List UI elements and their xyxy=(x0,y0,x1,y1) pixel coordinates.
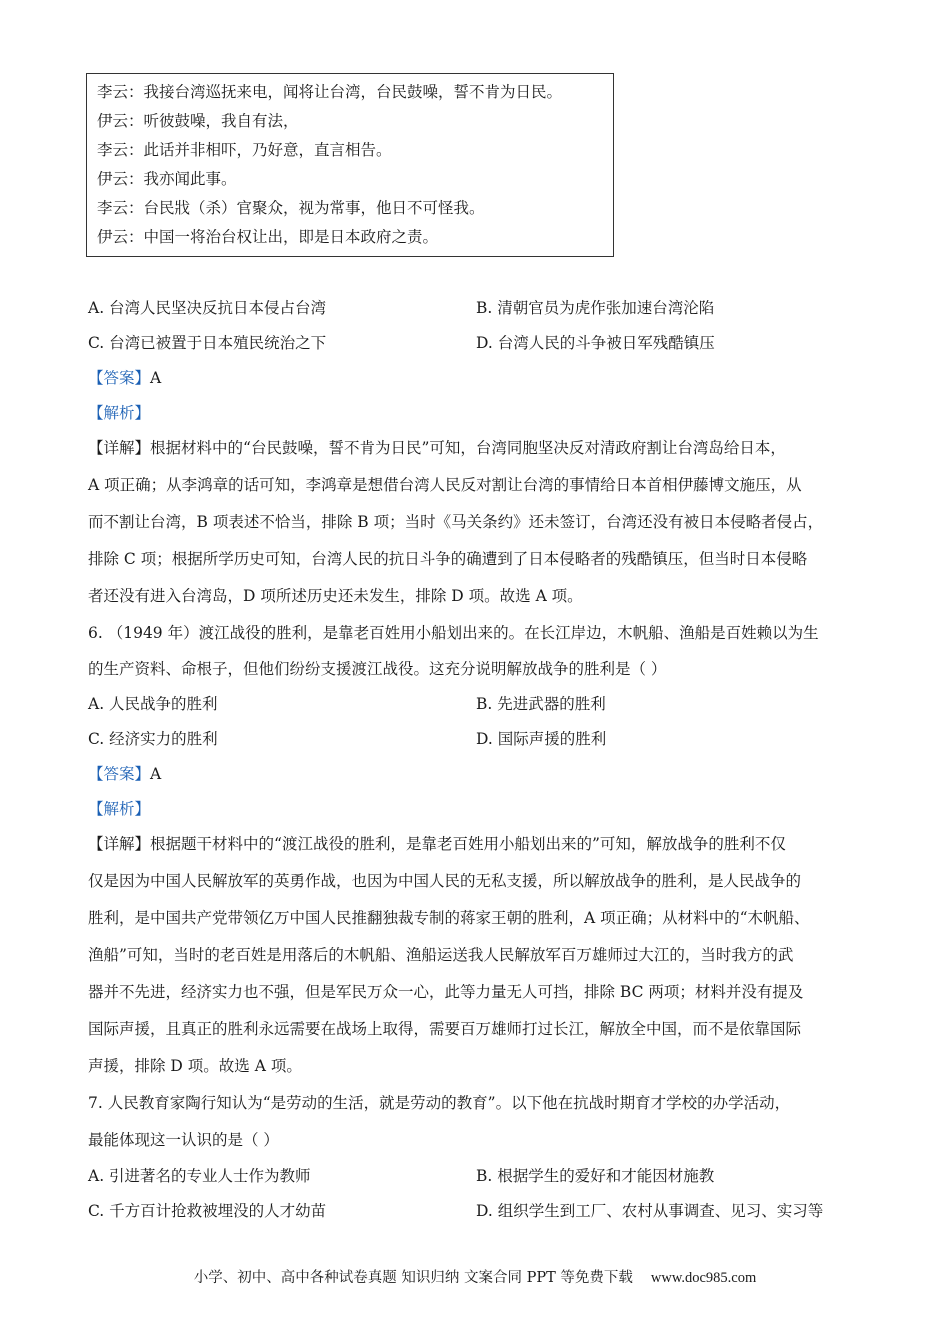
q7-stem-line: 7. 人民教育家陶行知认为“是劳动的生活，就是劳动的教育”。以下他在抗战时期育才学校的办学活动， xyxy=(88,1094,791,1112)
q7-option-c: C. 千方百计抢救被埋没的人才幼苗 xyxy=(88,1202,327,1220)
analysis-tag: 【解析】 xyxy=(88,800,151,818)
quote-line: 伊云：我亦闻此事。 xyxy=(97,170,237,188)
q5-answer xyxy=(88,368,161,388)
q5-option-b: B. 清朝官员为虎作张加速台湾沦陷 xyxy=(476,299,715,317)
q6-detail-line: 声援，排除 D 项。故选 A 项。 xyxy=(88,1057,302,1075)
q5-detail-line: 者还没有进入台湾岛，D 项所述历史还未发生，排除 D 项。故选 A 项。 xyxy=(88,587,583,605)
q6-detail-line: 仅是因为中国人民解放军的英勇作战，也因为中国人民的无私支援，所以解放战争的胜利，是人民战争的 xyxy=(88,872,802,890)
q7-option-d: D. 组织学生到工厂、农村从事调查、见习、实习等 xyxy=(476,1202,824,1220)
q6-detail-line: 胜利，是中国共产党带领亿万中国人民推翻独裁专制的蒋家王朝的胜利，A 项正确；从材料中的“木帆船、 xyxy=(88,909,810,927)
q5-detail-line: 而不割让台湾，B 项表述不恰当，排除 B 项；当时《马关条约》还未签订，台湾还没有被日本侵略者侵占， xyxy=(88,513,824,531)
detail-text: 根据材料中的“台民鼓噪，誓不肯为日民”可知，台湾同胞坚决反对清政府割让台湾岛给日本， xyxy=(150,439,786,457)
quote-line: 李云：此话并非相吓，乃好意，直言相告。 xyxy=(97,141,392,159)
answer-tag: 【答案】 xyxy=(88,765,151,783)
quote-line: 李云：我接台湾巡抚来电，闻将让台湾，台民鼓噪，誓不肯为日民。 xyxy=(97,83,563,101)
answer-tag: 【答案】 xyxy=(88,369,151,387)
q6-stem-line: 的生产资料、命根子，但他们纷纷支援渡江战役。这充分说明解放战争的胜利是（ ） xyxy=(88,660,667,678)
q5-option-a: A. 台湾人民坚决反抗日本侵占台湾 xyxy=(88,299,327,317)
q5-detail-line xyxy=(88,438,786,458)
q6-option-c: C. 经济实力的胜利 xyxy=(88,730,218,748)
quote-line: 伊云：中国一将治台权让出，即是日本政府之责。 xyxy=(97,228,439,246)
q5-option-c: C. 台湾已被置于日本殖民统治之下 xyxy=(88,334,327,352)
answer-value: A xyxy=(150,369,162,387)
q7-stem-line: 最能体现这一认识的是（ ） xyxy=(88,1131,279,1149)
quote-line: 李云：台民戕（杀）官聚众，视为常事，他日不可怪我。 xyxy=(97,199,485,217)
answer-value: A xyxy=(150,765,162,783)
footer-url[interactable]: www.doc985.com xyxy=(650,1270,757,1286)
page-footer xyxy=(0,1268,950,1288)
q6-detail-line: 器并不先进，经济实力也不强，但是军民万众一心，此等力量无人可挡，排除 BC 两项；材料并没有提及 xyxy=(88,983,804,1001)
q6-answer xyxy=(88,764,161,784)
q6-stem-line: 6. （1949 年）渡江战役的胜利，是靠老百姓用小船划出来的。在长江岸边，木帆船、渔船是百姓赖以为生 xyxy=(88,624,819,642)
footer-text: 小学、初中、高中各种试卷真题 知识归纳 文案合同 PPT 等免费下载 xyxy=(193,1270,633,1286)
q6-detail-line: 渔船”可知，当时的老百姓是用落后的木帆船、渔船运送我人民解放军百万雄师过大江的，当时我方的武 xyxy=(88,946,794,964)
q7-option-a: A. 引进著名的专业人士作为教师 xyxy=(88,1167,311,1185)
q6-detail-line xyxy=(88,834,786,854)
quote-line: 伊云：听彼鼓噪，我自有法， xyxy=(97,112,299,130)
detail-text: 根据题干材料中的“渡江战役的胜利，是靠老百姓用小船划出来的”可知，解放战争的胜利不仅 xyxy=(150,835,786,853)
q5-detail-line: 排除 C 项；根据所学历史可知，台湾人民的抗日斗争的确遭到了日本侵略者的残酷镇压，但当时日本侵略 xyxy=(88,550,808,568)
q5-detail-line: A 项正确；从李鸿章的话可知，李鸿章是想借台湾人民反对割让台湾的事情给日本首相伊藤博文施压，从 xyxy=(88,476,802,494)
q6-analysis-heading xyxy=(88,799,150,819)
q6-detail-line: 国际声援，且真正的胜利永远需要在战场上取得，需要百万雄师打过长江，解放全中国，而不是依靠国际 xyxy=(88,1020,802,1038)
q6-option-d: D. 国际声援的胜利 xyxy=(476,730,607,748)
q7-option-b: B. 根据学生的爱好和才能因材施教 xyxy=(476,1167,715,1185)
q6-option-b: B. 先进武器的胜利 xyxy=(476,695,606,713)
q5-option-d: D. 台湾人民的斗争被日军残酷镇压 xyxy=(476,334,715,352)
detail-tag: 【详解】 xyxy=(88,835,151,853)
detail-tag: 【详解】 xyxy=(88,439,151,457)
q6-option-a: A. 人民战争的胜利 xyxy=(88,695,218,713)
quote-box xyxy=(86,73,614,257)
q5-analysis-heading xyxy=(88,403,150,423)
analysis-tag: 【解析】 xyxy=(88,404,151,422)
